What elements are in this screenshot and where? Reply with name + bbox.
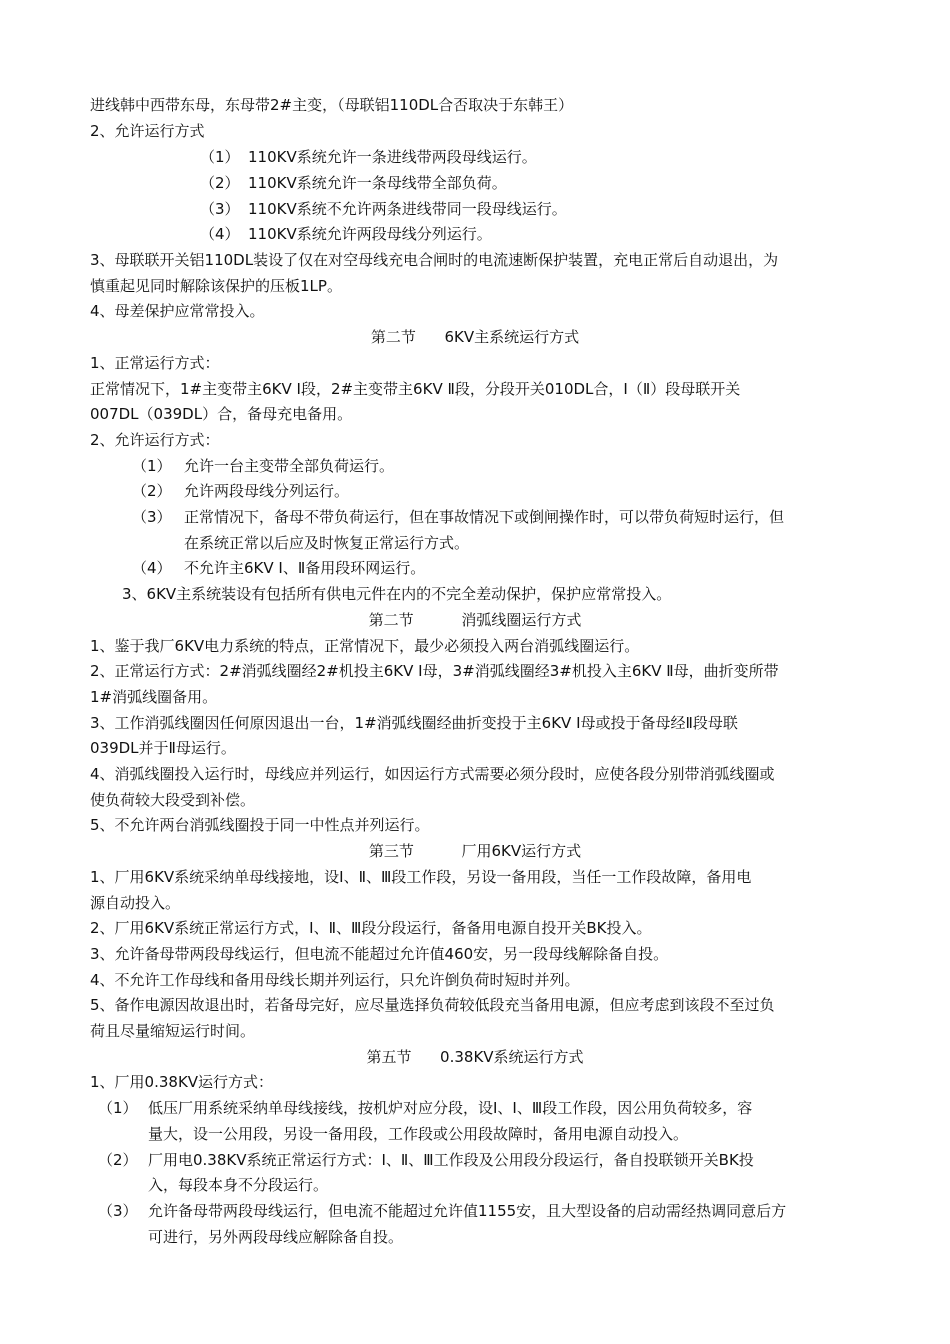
list-text: 允许两段母线分列运行。	[184, 482, 350, 500]
text-line: 进线韩中西带东母，东母带2#主变，（母联铝110DL合否取决于东韩王）	[90, 96, 574, 114]
list-item	[98, 1150, 754, 1170]
list-number: （1）	[132, 457, 172, 475]
text-line: 正常情况下，1#主变带主6KV Ⅰ段，2#主变带主6KV Ⅱ段，分段开关010DL合，Ⅰ（Ⅱ）段母联开关	[90, 380, 741, 398]
text-line: 荷且尽量缩短运行时间。	[90, 1022, 256, 1040]
list-item	[132, 558, 425, 578]
list-item	[200, 199, 567, 219]
text-line: 4、母差保护应常常投入。	[90, 302, 265, 320]
list-item	[200, 224, 492, 244]
list-number: （3）	[98, 1202, 138, 1220]
text-line: 入，每段本身不分段运行。	[148, 1176, 329, 1194]
list-number: （2）	[98, 1151, 138, 1169]
list-number: （1）	[200, 148, 240, 166]
text-line: 4、不允许工作母线和备用母线长期并列运行，只允许倒负荷时短时并列。	[90, 971, 580, 989]
list-item	[98, 1201, 786, 1221]
list-text: 正常情况下，备母不带负荷运行，但在事故情况下或倒闸操作时，可以带负荷短时运行，但	[184, 508, 785, 526]
text-line: 2、允许运行方式	[90, 122, 205, 140]
list-item	[132, 481, 349, 501]
text-line: 量大，设一公用段，另设一备用段，工作段或公用段故障时，备用电源自动投入。	[148, 1125, 689, 1143]
text-line: 1、鉴于我厂6KV电力系统的特点，正常情况下，最少必须投入两台消弧线圈运行。	[90, 637, 640, 655]
list-text: 110KV系统允许一条进线带两段母线运行。	[248, 148, 537, 166]
list-text: 允许备母带两段母线运行，但电流不能超过允许值1155安，且大型设备的启动需经热调同意后方	[148, 1202, 787, 1220]
text-line: 2、允许运行方式：	[90, 431, 220, 449]
list-number: （3）	[200, 200, 240, 218]
list-text: 110KV系统不允许两条进线带同一段母线运行。	[248, 200, 567, 218]
list-text: 不允许主6KV Ⅰ、Ⅱ备用段环网运行。	[184, 559, 426, 577]
text-line: 007DL（039DL）合，备母充电备用。	[90, 405, 353, 423]
text-line: 使负荷较大段受到补偿。	[90, 791, 256, 809]
text-line: 2、正常运行方式：2#消弧线圈经2#机投主6KV Ⅰ母，3#消弧线圈经3#机投入主6KV Ⅱ母，曲折变所带	[90, 662, 779, 680]
text-line: 5、不允许两台消弧线圈投于同一中性点并列运行。	[90, 816, 430, 834]
list-item	[132, 456, 394, 476]
list-text: 允许一台主变带全部负荷运行。	[184, 457, 395, 475]
text-line: 可进行，另外两段母线应解除备自投。	[148, 1228, 404, 1246]
text-line: 3、6KV主系统装设有包括所有供电元件在内的不完全差动保护，保护应常常投入。	[122, 585, 672, 603]
list-number: （2）	[132, 482, 172, 500]
list-item	[200, 173, 507, 193]
section-heading: 第二节 消弧线圈运行方式	[368, 611, 582, 629]
text-line: 4、消弧线圈投入运行时，母线应并列运行，如因运行方式需要必须分段时，应使各段分别带消弧线圈或	[90, 765, 775, 783]
list-number: （3）	[132, 508, 172, 526]
section-heading: 第五节 0.38KV系统运行方式	[366, 1048, 584, 1066]
text-line: 3、母联联开关铝110DL装设了仅在对空母线充电合闸时的电流速断保护装置，充电正常后自动退出，为	[90, 251, 779, 269]
text-line: 3、工作消弧线圈因任何原因退出一台，1#消弧线圈经曲折变投于主6KV Ⅰ母或投于备母经Ⅱ段母联	[90, 714, 738, 732]
section-heading: 第二节 6KV主系统运行方式	[370, 328, 580, 346]
list-text: 110KV系统允许一条母线带全部负荷。	[248, 174, 507, 192]
section-heading: 第三节 厂用6KV运行方式	[368, 842, 582, 860]
list-number: （4）	[132, 559, 172, 577]
text-line: 慎重起见同时解除该保护的压板1LP。	[90, 277, 342, 295]
text-line: 5、备作电源因故退出时，若备母完好，应尽量选择负荷较低段充当备用电源，但应考虑到该段不至过负	[90, 996, 775, 1014]
text-line: 源自动投入。	[90, 894, 181, 912]
text-line: 1、厂用6KV系统采纳单母线接地，设Ⅰ、Ⅱ、Ⅲ段工作段，另设一备用段，当任一工作段故障，备用电	[90, 868, 752, 886]
text-line: 3、允许备母带两段母线运行，但电流不能超过允许值460安，另一段母线解除备自投。	[90, 945, 669, 963]
list-number: （4）	[200, 225, 240, 243]
text-line: 1、正常运行方式：	[90, 354, 220, 372]
text-line: 2、厂用6KV系统正常运行方式，Ⅰ、Ⅱ、Ⅲ段分段运行，备备用电源自投开关BK投入。	[90, 919, 652, 937]
list-text: 110KV系统允许两段母线分列运行。	[248, 225, 492, 243]
text-line: 039DL并于Ⅱ母运行。	[90, 739, 236, 757]
list-item	[200, 147, 537, 167]
list-number: （1）	[98, 1099, 138, 1117]
text-line: 在系统正常以后应及时恢复正常运行方式。	[184, 534, 470, 552]
list-item	[98, 1098, 752, 1118]
list-item	[132, 507, 784, 527]
list-number: （2）	[200, 174, 240, 192]
list-text: 低压厂用系统采纳单母线接线，按机炉对应分段，设Ⅰ、Ⅰ、Ⅲ段工作段，因公用负荷较多，容	[148, 1099, 753, 1117]
list-text: 厂用电0.38KV系统正常运行方式：Ⅰ、Ⅱ、Ⅲ工作段及公用段分段运行，备自投联锁开关BK投	[148, 1151, 754, 1169]
text-line: 1#消弧线圈备用。	[90, 688, 218, 706]
text-line: 1、厂用0.38KV运行方式：	[90, 1073, 274, 1091]
